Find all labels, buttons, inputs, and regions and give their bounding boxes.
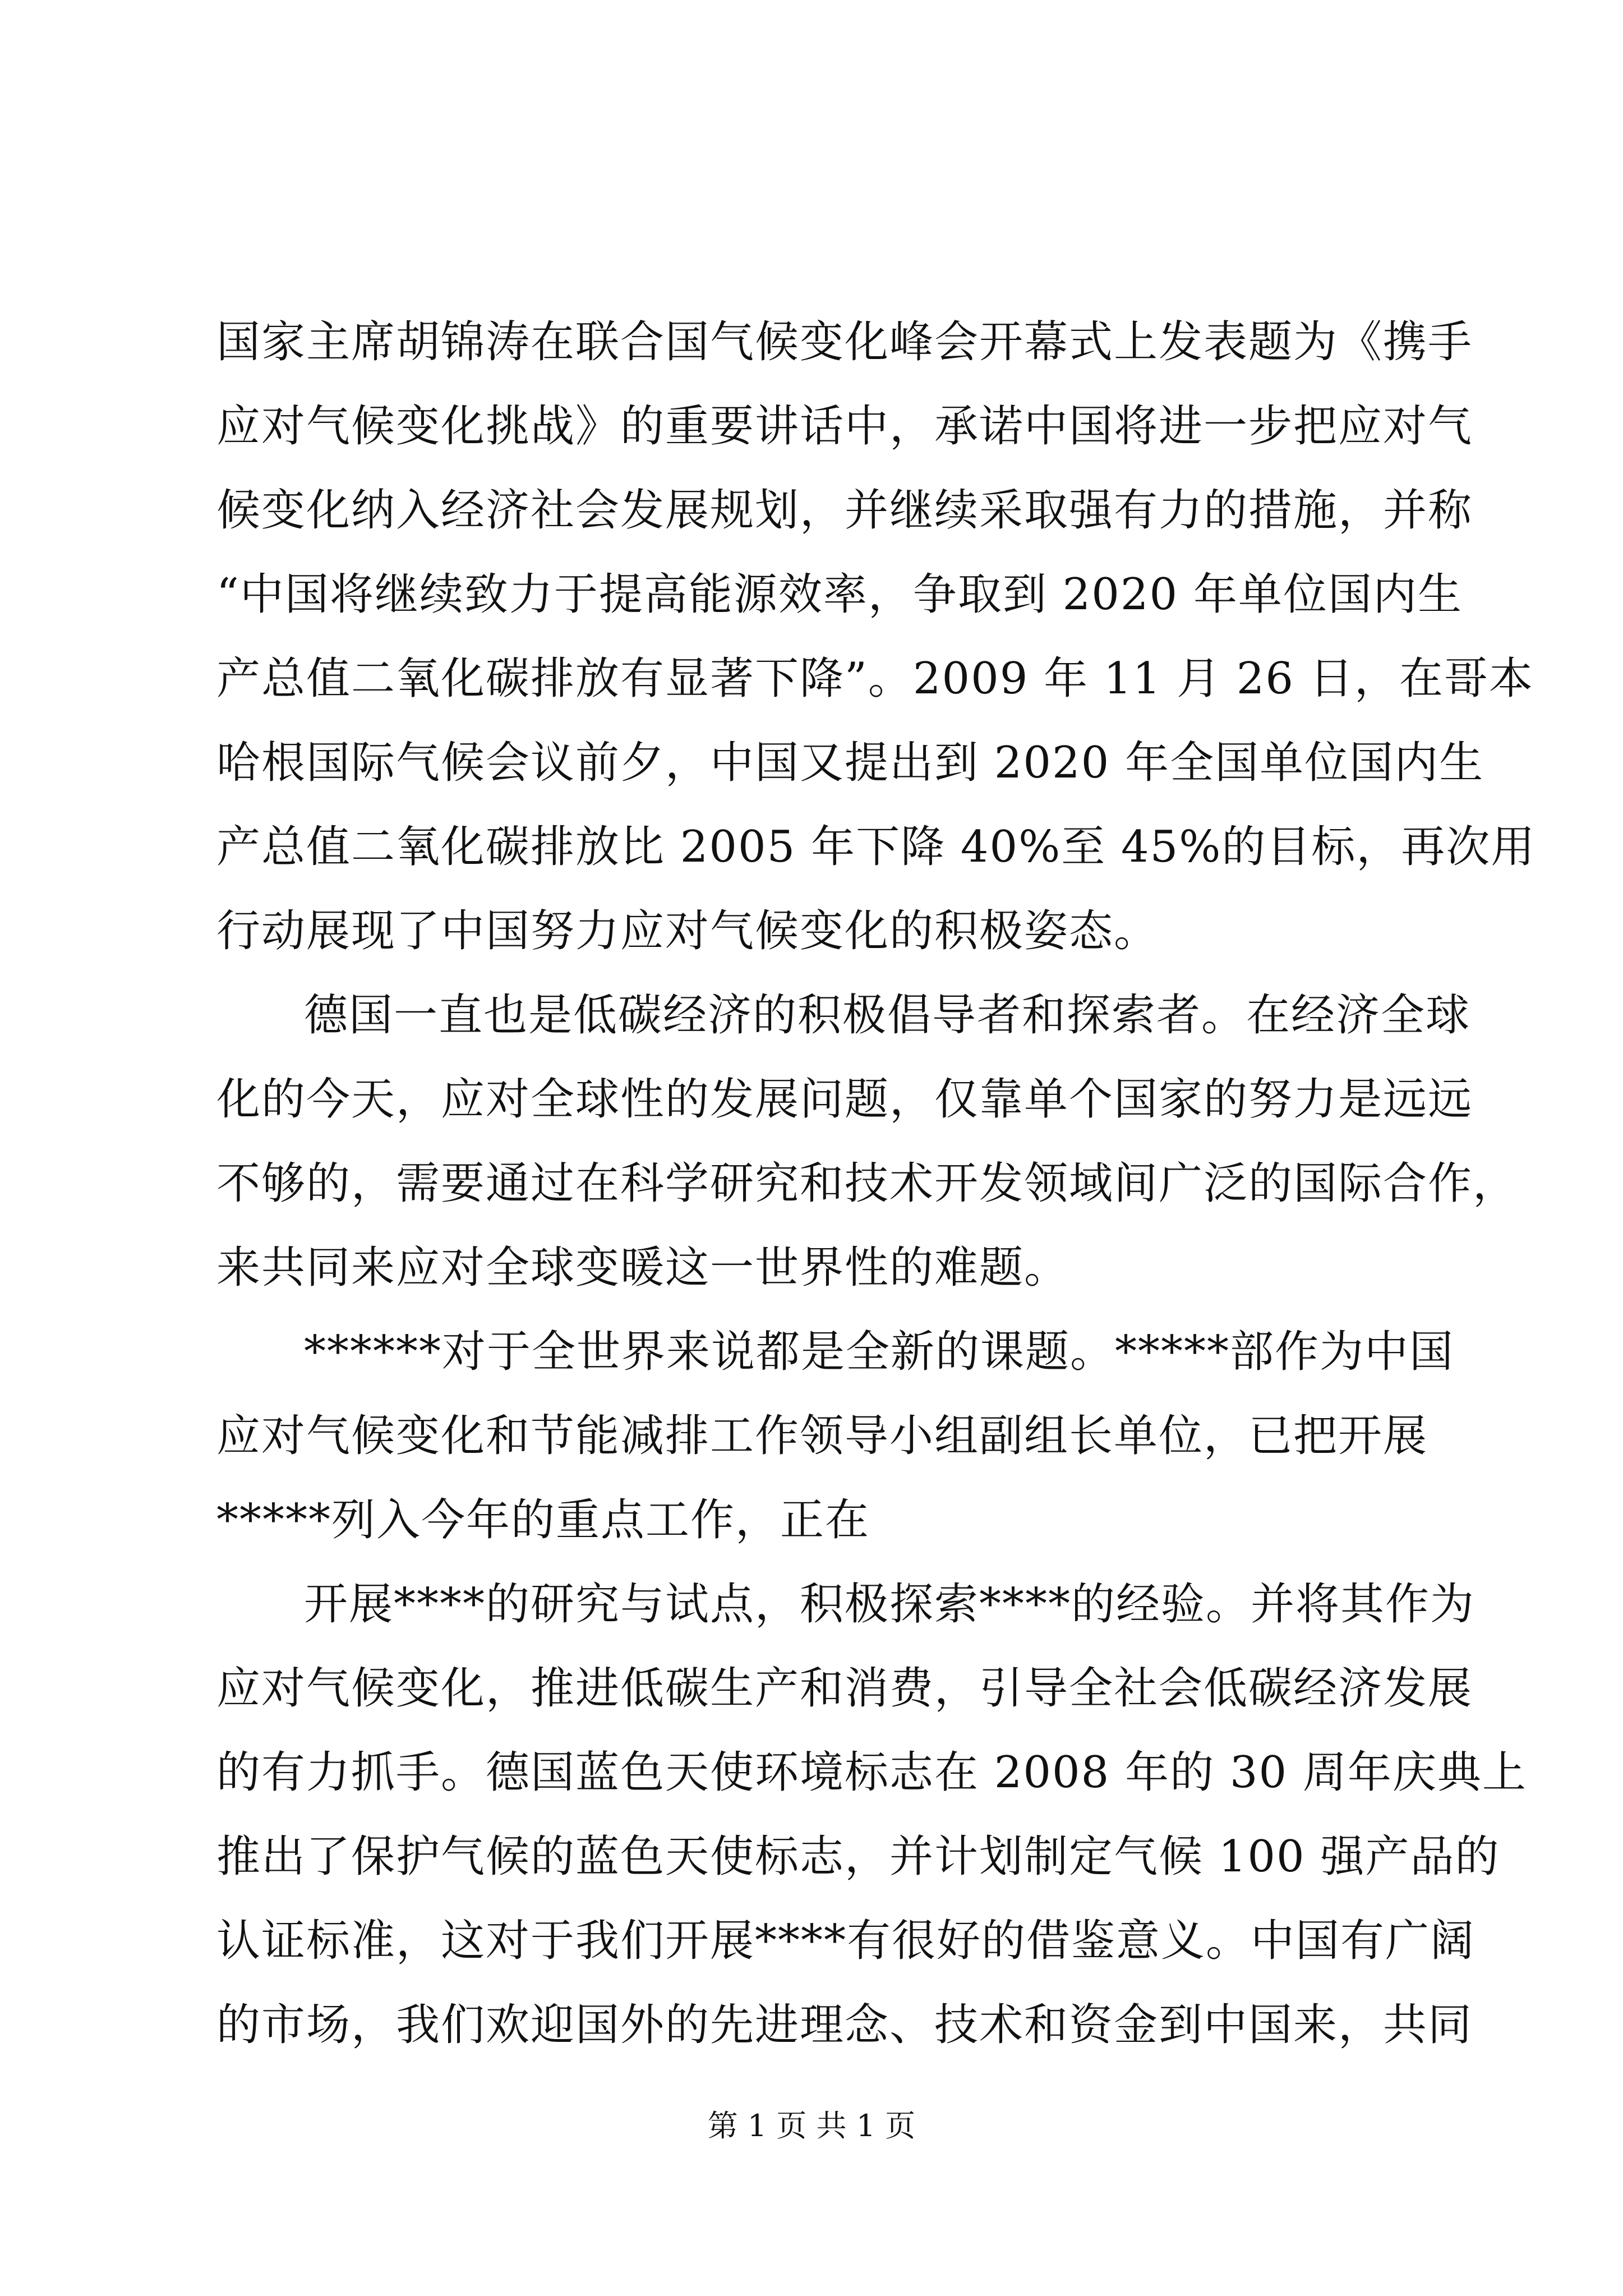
- text-line: 行动展现了中国努力应对气候变化的积极姿态。: [216, 906, 1159, 956]
- text-line: 不够的，需要通过在科学研究和技术开发领域间广泛的国际合作，: [216, 1158, 1518, 1209]
- text-line: 化的今天，应对全球性的发展问题，仅靠单个国家的努力是远远: [216, 1074, 1473, 1125]
- text-line: 应对气候变化和节能减排工作领导小组副组长单位，已把开展: [216, 1411, 1428, 1461]
- text-line: 认证标准，这对于我们开展****有很好的借鉴意义。中国有广阔: [216, 1916, 1476, 1966]
- text-line: 应对气候变化，推进低碳生产和消费，引导全社会低碳经济发展: [216, 1663, 1473, 1714]
- text-line: 应对气候变化挑战》的重要讲话中，承诺中国将进一步把应对气: [216, 401, 1473, 452]
- paragraph-first-line: 德国一直也是低碳经济的积极倡导者和探索者。在经济全球: [304, 990, 1471, 1041]
- paragraph-first-line: 开展****的研究与试点，积极探索****的经验。并将其作为: [304, 1579, 1476, 1630]
- text-line: 的有力抓手。德国蓝色天使环境标志在 2008 年的 30 周年庆典上: [216, 1747, 1527, 1798]
- text-line: *****列入今年的重点工作，正在: [216, 1495, 870, 1545]
- text-line: 推出了保护气候的蓝色天使标志，并计划制定气候 100 强产品的: [216, 1832, 1500, 1882]
- text-line: 候变化纳入经济社会发展规划，并继续采取强有力的措施，并称: [216, 485, 1473, 536]
- text-line: 产总值二氧化碳排放比 2005 年下降 40%至 45%的目标，再次用: [216, 822, 1536, 872]
- text-line: “中国将继续致力于提高能源效率，争取到 2020 年单位国内生: [216, 569, 1463, 620]
- paragraph-first-line: ******对于全世界来说都是全新的课题。*****部作为中国: [304, 1327, 1455, 1377]
- text-line: 产总值二氧化碳排放有显著下降”。2009 年 11 月 26 日，在哥本: [216, 654, 1534, 704]
- text-line: 国家主席胡锦涛在联合国气候变化峰会开幕式上发表题为《携手: [216, 317, 1473, 367]
- text-line: 来共同来应对全球变暖这一世界性的难题。: [216, 1243, 1069, 1293]
- page-number-footer: 第 1 页 共 1 页: [707, 2108, 916, 2143]
- text-line: 哈根国际气候会议前夕，中国又提出到 2020 年全国单位国内生: [216, 738, 1484, 788]
- text-line: 的市场，我们欢迎国外的先进理念、技术和资金到中国来，共同: [216, 2000, 1473, 2050]
